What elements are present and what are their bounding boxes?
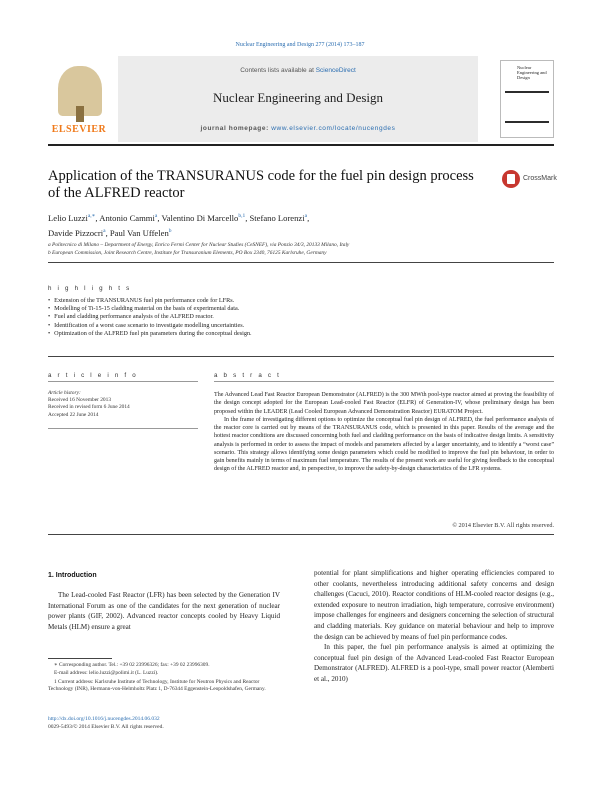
journal-title: Nuclear Engineering and Design	[212, 90, 384, 105]
author-name: Paul Van Uffelen	[109, 227, 169, 238]
footnote: ∗ Corresponding author. Tel.: +39 02 23996326; fax: +39 02 23996309.	[54, 662, 210, 668]
author-name: Lelio Luzzi	[48, 212, 88, 223]
doi-block	[48, 716, 288, 731]
highlights-list	[48, 297, 548, 338]
abstract-paragraph: In the frame of investigating different options to optimize the conceptual fuel pin design of ALFRED, the fuel performance analysis of the reactor core is carried out by means of the TRANSURANUS code, which is presented in this paper. Results of the average and the hottest reactor conditions are discussed concerning both fuel and cladding performance on the basis of indicative design limits. A sensitivity analysis is performed in order to assess the impact of models and parameters affected by a larger uncertainty, and to identify a “worst case” scenario. This strategy allows identifying some design parameters which could be modified to improve the fuel pin behaviour, in order to gain benefits mainly in terms of maximum fuel temperature. The results of the present work are useful for giving feedback to the conceptual design of the ALFRED reactor and, in perspective, to improve the safety-by-design characteristics of the LFR systems.	[214, 416, 554, 473]
intro-left-column	[48, 590, 280, 632]
footnote-email: E-mail address: lelio.luzzi@polimi.it (L. Luzzi).	[54, 670, 159, 677]
header-rule	[48, 144, 554, 146]
issn-line: 0029-5493/© 2014 Elsevier B.V. All rights reserved.	[48, 723, 164, 730]
author-affiliation-mark[interactable]: a	[304, 213, 308, 219]
publisher-name: ELSEVIER	[51, 124, 107, 135]
copyright: © 2014 Elsevier B.V. All rights reserved.	[452, 522, 554, 529]
cover-title: Nuclear Engineering and Design	[517, 65, 547, 80]
highlight-item: • Extension of the TRANSURANUS fuel pin performance code for LFRs.	[48, 297, 548, 305]
author-affiliation-mark[interactable]: a,∗	[87, 213, 96, 219]
abstract-body	[214, 391, 554, 474]
author-name: Stefano Lorenzi	[249, 212, 305, 223]
doi-link[interactable]: http://dx.doi.org/10.1016/j.nucengdes.2014.06.032	[48, 716, 160, 722]
author-affiliation-mark[interactable]: a	[103, 227, 106, 234]
body-paragraph: potential for plant simplifications and higher operating efficiencies compared to other coolants, nevertheless introducing additional safety concerns and design challenges (Cacuci, 2010). Reactor conditions of HLM-cooled reactor designs (e.g., extended exposure to neutron irradiation, high temperature, corrosive environment) impose challenges for engineers and designers concerning the selection of structural and cladding materials. Key guidance on material behaviour and help to improve the design can be achieved by means of fuel pin performance codes.	[314, 569, 554, 641]
footnote: 1 Current address: Karlsruhe Institute of Technology, Institute for Neutron Physics and Reactor Technology (INR), Hermann-von-Helmholtz Platz 1, D-76344 Eggenstein-Leopoldshafen, Germany.	[48, 678, 266, 693]
body-paragraph: The Lead-cooled Fast Reactor (LFR) has been selected by the Generation IV International Forum as one of the candidates for the next generation of nuclear power plants (GIF, 2002). Advanced reactor concepts cooled by Heavy Liquid Metals (HLM) ensure a great	[48, 591, 280, 631]
highlight-item: • Identification of a worst case scenario to investigate modelling uncertainties.	[48, 322, 548, 330]
journal-homepage: journal homepage: www.elsevier.com/locate/nucengdes	[200, 125, 396, 132]
homepage-link[interactable]: www.elsevier.com/locate/nucengdes	[271, 125, 396, 132]
journal-header	[48, 56, 554, 142]
article-title: Application of the TRANSURANUS code for the fuel pin design process of the ALFRED reactor	[48, 168, 474, 201]
author-name: Davide Pizzocri	[48, 227, 104, 238]
affiliation-a: a Politecnico di Milano – Department of Energy, Enrico Fermi Center for Nuclear Studies (CeSNEF), via Ponzio 34/3, 20133 Milano, Italy	[48, 242, 350, 248]
history-received: Received 16 November 2013	[48, 397, 112, 404]
footnotes	[48, 662, 284, 695]
author-name: Valentino Di Marcello	[161, 212, 239, 223]
body-paragraph: In this paper, the fuel pin performance analysis is aimed at optimizing the conceptual fuel pin design of the Advanced Lead-cooled Fast Reactor European Demonstrator (ALFRED). ALFRED is a pool-type, small power reactor (Alemberti et al., 2010)	[314, 643, 554, 683]
author-list: Lelio Luzzi$^{a,∗}$, Antonio Cammi$^a$, Valentino Di Marcello$^{b,1}$, Stefano Lorenzi$^a$, Davide Pizzocri$^a$, Paul Van Uffelen$^b$	[48, 212, 310, 238]
sciencedirect-link[interactable]: ScienceDirect	[315, 67, 356, 74]
intro-right-column	[314, 568, 554, 685]
abstract-heading: a b s t r a c t	[214, 372, 282, 379]
elsevier-logo	[48, 66, 110, 142]
highlight-item: • Optimization of the ALFRED fuel pin parameters during the conceptual design.	[48, 330, 548, 338]
abstract-paragraph: The Advanced Lead Fast Reactor European Demonstrator (ALFRED) is the 300 MWth pool-type reactor aimed at proving the feasibility of the design concept adopted for the European Lead-cooled Fast Reactor (ELFR) of Generation-IV, whose preliminary design has been proposed within the LEADER (Lead Cooled European Advanced Demonstration Reactor) EURATOM Project.	[214, 392, 554, 415]
history-accepted: Accepted 22 June 2014	[48, 411, 99, 418]
author-affiliation-mark[interactable]: b	[168, 227, 172, 234]
affiliation-b: b European Commission, Joint Research Centre, Institute for Transuranium Elements, PO Box 2340, 76125 Karlsruhe, Germany	[48, 250, 327, 256]
history-revised: Received in revised form 6 June 2014	[48, 404, 130, 411]
contents-line: Contents lists available at ScienceDirect	[240, 67, 356, 74]
journal-citation: Nuclear Engineering and Design 277 (2014) 173–187	[235, 42, 365, 48]
highlights-heading: h i g h l i g h t s	[48, 285, 132, 292]
affiliations	[48, 241, 548, 257]
header-panel	[118, 56, 478, 142]
article-info-heading: a r t i c l e i n f o	[48, 372, 138, 379]
author-affiliation-mark[interactable]: b,1	[238, 213, 246, 219]
article-history: Article history: Received 16 November 2013 Received in revised form 6 June 2014 Accepted 22 June 2014	[48, 390, 198, 419]
highlight-item: • Fuel and cladding performance analysis of the ALFRED reactor.	[48, 313, 548, 321]
section-heading: 1. Introduction	[48, 572, 97, 579]
crossmark-badge[interactable]: CrossMark	[502, 170, 568, 190]
highlight-item: • Modelling of Ti-15-15 cladding material on the basis of experimental data.	[48, 305, 548, 313]
author-affiliation-mark[interactable]: a	[154, 213, 158, 219]
author-name: Antonio Cammi	[99, 212, 155, 223]
crossmark-icon	[502, 170, 520, 188]
journal-cover-thumbnail	[500, 60, 554, 138]
